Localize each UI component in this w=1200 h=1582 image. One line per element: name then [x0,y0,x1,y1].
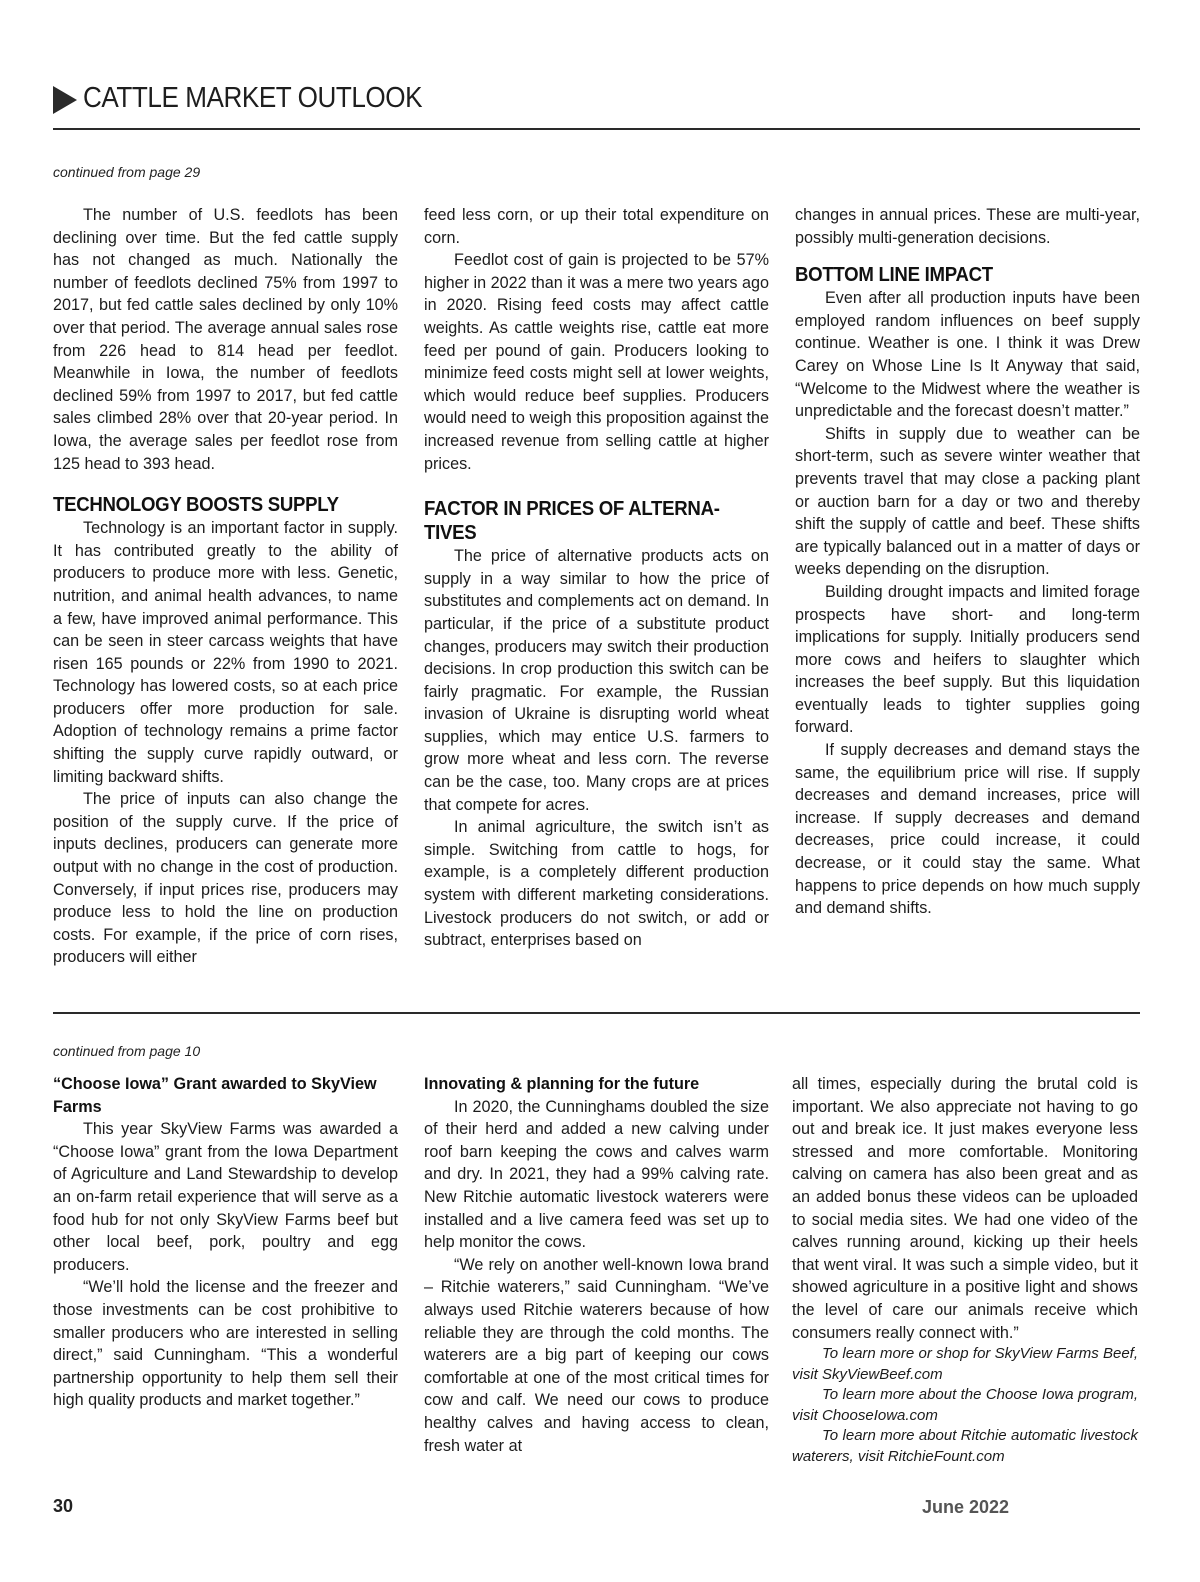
paragraph: changes in annual prices. These are multi-year, possibly multi-generation decisions. [795,206,1140,247]
paragraph: The number of U.S. feedlots has been declining over time. But the fed cattle supply has not changed as much. Nationally the number of feedlots declined 75% from 1997 to 2017, but fed cattle sales declined by only 10% over that period. The average annual sales rose from 226 head to 814 head per feedlot. Meanwhile in Iowa, the number of feedlots declined 59% from 1997 to 2017, but fed cattle sales climbed 28% over that 20-year period. In Iowa, the average sales per feedlot rose from 125 head to 393 head. [53,206,398,473]
paragraph: all times, especially during the brutal cold is important. We also appreciate not having to go out and break ice. It just makes everyone less stressed and more comfortable. Monitoring calving on camera has also been great and as an added bonus these videos can be uploaded to social media sites. We had one video of the calves running around, kicking up their heels that went viral. It was such a simple video, but it showed agriculture in a positive light and shows the level of care our animals receive which consumers really connect with.” [792,1075,1138,1342]
section-heading: BOTTOM LINE IMPACT [795,264,993,287]
paragraph: Shifts in supply due to weather can be short-term, such as severe winter weather that prevents travel that may close a packing plant or auction barn for a day or two and thereby shift the supply of cattle and beef. These shifts are typically balanced out in a matter of days or weeks depending on the disruption. [795,424,1140,579]
paragraph: The price of alternative products acts on supply in a way similar to how the price of substitutes and complements act on demand. In particular, if the price of a substitute product changes, producers may switch their production decisions. In crop production this switch can be fairly pragmatic. For example, the Russian invasion of Ukraine is disrupting world wheat supplies, which may entice U.S. farmers to grow more wheat and less corn. The reverse can be the case, too. Many crops are at prices that compete for acres. [424,547,769,814]
continued-note-top: continued from page 29 [53,164,201,180]
bottom-column-2 [424,1073,769,1457]
paragraph: This year SkyView Farms was awarded a “Choose Iowa” grant from the Iowa Department of Agriculture and Land Stewardship to develop an on-farm retail experience that will serve as a food hub for not only SkyView Farms beef but other local beef, pork, poultry and egg producers. [53,1120,398,1274]
top-column-3 [795,204,1140,920]
top-column-2 [424,204,769,952]
bottom-column-3 [792,1073,1138,1467]
section-title: CATTLE MARKET OUTLOOK [83,82,423,114]
info-note: To learn more about Ritchie automatic livestock waterers, visit RitchieFount.com [792,1427,1138,1465]
divider [53,1012,1140,1014]
info-note: To learn more about the Choose Iowa program, visit ChooseIowa.com [792,1386,1138,1424]
continued-note-bottom: continued from page 10 [53,1043,201,1059]
paragraph: Building drought impacts and limited forage prospects have short- and long-term implications for supply. Initially producers send more cows and heifers to slaughter which increases the beef supply. But this liquidation eventually leads to tighter supplies going forward. [795,582,1140,737]
info-note: To learn more or shop for SkyView Farms Beef, visit SkyViewBeef.com [792,1345,1138,1383]
paragraph: Even after all production inputs have been employed random influences on beef supply continue. Weather is one. I think it was Drew Carey on Whose Line Is It Anyway that said, “Welcome to the Midwest where the weather is unpredictable and the forecast doesn’t matter.” [795,289,1140,421]
subheading: Innovating & planning for the future [424,1075,700,1093]
paragraph: feed less corn, or up their total expenditure on corn. [424,206,769,247]
paragraph: Technology is an important factor in supply. It has contributed greatly to the ability of producers to produce more with less. Genetic, nutrition, and animal health advances, to name a few, have improved animal performance. This can be seen in steer carcass weights that have risen 165 pounds or 22% from 1990 to 2021. Technology has lowered costs, so at each price producers offer more production for sale. Adoption of technology remains a prime factor shifting the supply curve rapidly outward, or limiting backward shifts. [53,519,398,786]
page-number: 30 [53,1496,74,1516]
paragraph: In animal agriculture, the switch isn’t as simple. Switching from cattle to hogs, for example, is a completely different production system with different marketing considerations. Livestock producers do not switch, or add or subtract, enterprises based on [424,818,769,950]
section-heading: TECHNOLOGY BOOSTS SUPPLY [53,494,339,517]
paragraph: “We’ll hold the license and the freezer and those investments can be cost prohibitive to smaller producers who are interested in selling direct,” said Cunningham. “This a wonderful partnership opportunity to help them sell their high quality products and market together.” [53,1278,398,1410]
paragraph: “We rely on another well-known Iowa brand – Ritchie waterers,” said Cunningham. “We’ve always used Ritchie waterers because of how reliable they are through the cold months. The waterers are a big part of keeping our cows comfortable at one of the most critical times for cow and calf. We need our cows to produce healthy calves and having access to clean, fresh water at [424,1255,769,1455]
paragraph: Feedlot cost of gain is projected to be 57% higher in 2022 than it was a mere two years ago in 2020. Rising feed costs may affect cattle weights. As cattle weights rise, cattle eat more feed per pound of gain. Producers looking to minimize feed costs might sell at lower weights, which would reduce beef supplies. Producers would need to weigh this proposition against the increased revenue from selling cattle at higher prices. [424,251,769,473]
subheading: “Choose Iowa” Grant awarded to SkyView Farms [53,1075,377,1116]
paragraph: If supply decreases and demand stays the same, the equilibrium price will rise. If supply decreases and demand increases, price will increase. If supply decreases and demand decreases, price could increase, it could decrease, or it could stay the same. What happens to price depends on how much supply and demand shifts. [795,741,1140,918]
section-header [53,80,1140,130]
issue-date: June 2022 [922,1497,1010,1517]
bottom-column-1 [53,1073,398,1412]
paragraph: The price of inputs can also change the position of the supply curve. If the price of inputs declines, producers can generate more output with no change in the cost of production. Conversely, if input prices rise, producers may produce less to hold the line on production costs. For example, if the price of corn rises, producers will either [53,790,398,967]
top-column-1 [53,204,398,969]
paragraph: In 2020, the Cunninghams doubled the size of their herd and added a new calving under roof barn keeping the cows and calves warm and dry. In 2021, they had a 99% calving rate. New Ritchie automatic livestock waterers were installed and a live camera feed was set up to help monitor the cows. [424,1097,769,1252]
section-heading: FACTOR IN PRICES OF ALTERNA-TIVES [424,498,720,545]
triangle-icon [53,86,77,114]
